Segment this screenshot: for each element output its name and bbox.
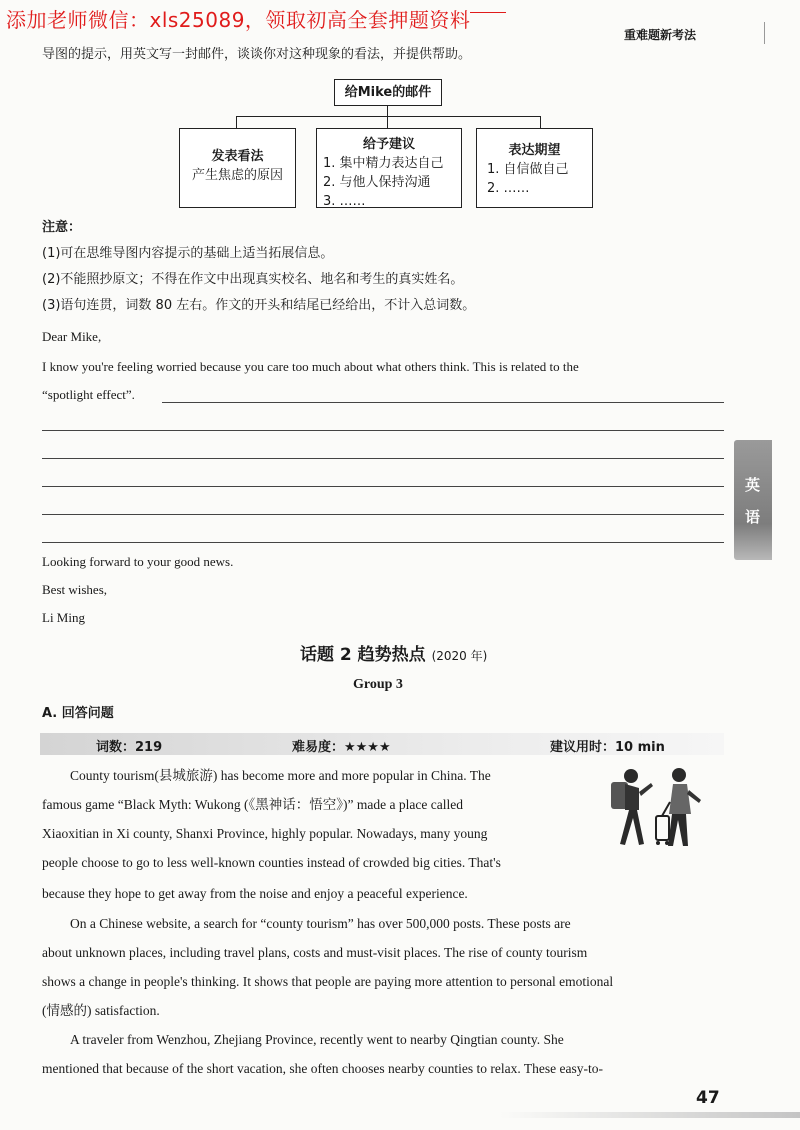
writing-line[interactable] [42, 430, 724, 431]
node-line: 2. …… [487, 181, 530, 196]
running-header: 重难题新考法 [624, 28, 697, 42]
mindmap-node-right [476, 128, 593, 208]
notes-heading: 注意： [42, 220, 82, 235]
node-line: 3. …… [323, 194, 366, 209]
article-line: because they hope to get away from the noise and enjoy a peaceful experience. [42, 886, 468, 901]
subject-side-tab [734, 440, 772, 560]
note-item: (2)不能照抄原文；不得在作文中出现真实校名、地名和考生的真实姓名。 [42, 272, 464, 287]
topic-title [300, 640, 487, 665]
node-title: 发表看法 [211, 149, 264, 164]
mindmap-connector [387, 116, 388, 128]
side-tab-char: 语 [745, 508, 761, 526]
node-title: 给予建议 [362, 137, 415, 152]
mindmap-root-label: 给Mike的邮件 [344, 85, 432, 100]
header-divider [764, 22, 765, 44]
mindmap-connector [387, 106, 388, 116]
mindmap-node-left [179, 128, 296, 208]
mindmap-root [334, 79, 442, 106]
node-line: 产生焦虑的原因 [191, 168, 283, 183]
letter-opening: I know you're feeling worried because you care too much about what others think. This is related to the [42, 359, 579, 374]
article-line: County tourism(县城旅游) has become more and more popular in China. The [70, 768, 491, 783]
writing-line[interactable] [42, 486, 724, 487]
article-line: famous game “Black Myth: Wukong (《黑神话：悟空》)” made a place called [42, 797, 463, 812]
node-line: 1. 自信做自己 [487, 162, 569, 177]
letter-signature: Li Ming [42, 610, 85, 625]
mindmap-connector [236, 116, 237, 128]
page-edge-shading [500, 1112, 800, 1118]
note-item: (3)语句连贯，词数 80 左右。作文的开头和结尾已经给出，不计入总词数。 [42, 298, 476, 313]
article-line: (情感的) satisfaction. [42, 1003, 160, 1018]
mindmap-node-middle [316, 128, 462, 208]
topic-year: (2020 年) [431, 649, 488, 663]
difficulty-rating: 难易度：★★★★ [292, 740, 391, 755]
letter-opening: “spotlight effect”. [42, 387, 135, 402]
node-title: 表达期望 [508, 143, 561, 158]
letter-closing: Looking forward to your good news. [42, 554, 234, 569]
topic-title-text: 话题 2 趋势热点 [300, 645, 426, 665]
side-tab-char: 英 [745, 476, 761, 494]
node-line: 2. 与他人保持沟通 [323, 175, 431, 190]
letter-salutation: Dear Mike, [42, 329, 102, 344]
article-line: mentioned that because of the short vacation, she often chooses nearby counties to relax. These easy-to- [42, 1061, 603, 1076]
article-line: Xiaoxitian in Xi county, Shanxi Province, highly popular. Nowadays, many young [42, 826, 488, 841]
article-line: people choose to go to less well-known counties instead of crowded big cities. That's [42, 855, 501, 870]
section-heading: A. 回答问题 [42, 706, 114, 721]
article-line: A traveler from Wenzhou, Zhejiang Province, recently went to nearby Qingtian county. She [70, 1032, 564, 1047]
suggested-time: 建议用时：10 min [550, 740, 665, 755]
page-number: 47 [696, 1088, 720, 1108]
article-line: about unknown places, including travel plans, costs and must-visit places. The rise of county tourism [42, 945, 588, 960]
group-label: Group 3 [353, 677, 403, 692]
writing-line[interactable] [42, 458, 724, 459]
mindmap-connector [540, 116, 541, 128]
mindmap-connector [236, 116, 540, 117]
article-line: shows a change in people's thinking. It shows that people are paying more attention to personal emotional [42, 974, 614, 989]
travelers-illustration-svg [598, 762, 724, 858]
note-item: (1)可在思维导图内容提示的基础上适当拓展信息。 [42, 246, 334, 261]
letter-wishes: Best wishes, [42, 582, 107, 597]
article-line: On a Chinese website, a search for “county tourism” has over 500,000 posts. These posts are [70, 916, 571, 931]
watermark-underline [470, 12, 506, 13]
writing-line[interactable] [42, 542, 724, 543]
word-count: 词数：219 [96, 740, 163, 755]
intro-line: 导图的提示，用英文写一封邮件，谈谈你对这种现象的看法，并提供帮助。 [42, 47, 472, 62]
stats-bar [40, 733, 724, 755]
travelers-illustration [598, 762, 724, 858]
writing-line[interactable] [162, 402, 724, 403]
writing-line[interactable] [42, 514, 724, 515]
node-line: 1. 集中精力表达自己 [323, 156, 444, 171]
watermark-text: 添加老师微信：xls25089，领取初高全套押题资料 [6, 8, 471, 32]
